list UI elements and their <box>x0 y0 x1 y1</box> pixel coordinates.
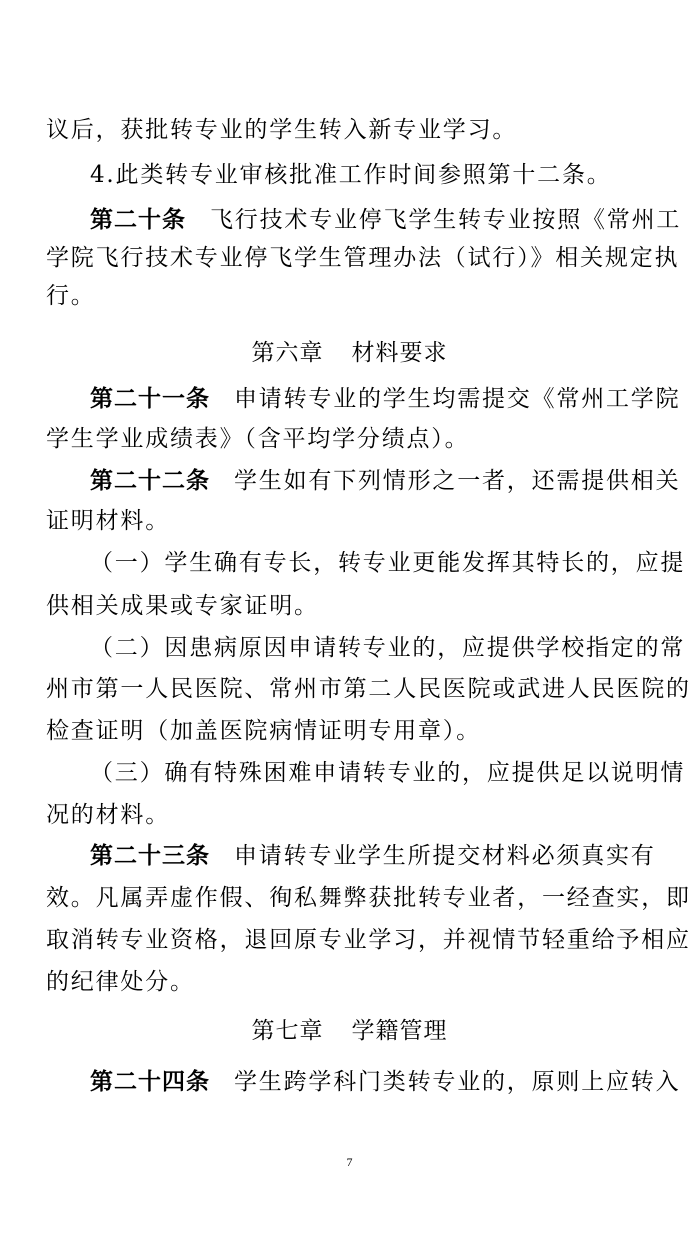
paragraph-line: 证明材料。 <box>46 508 170 534</box>
paragraph-line: 议后，获批转专业的学生转入新专业学习。 <box>46 117 518 143</box>
article-label: 第二十三条 <box>90 843 210 869</box>
article-22-line: 第二十二条 学生如有下列情形之一者，还需提供相关 <box>90 468 681 494</box>
paragraph-line: 学生学业成绩表》（含平均学分绩点）。 <box>46 426 470 452</box>
paragraph-line: 的纪律处分。 <box>46 969 195 995</box>
paragraph-line: 4.此类转专业审核批准工作时间参照第十二条。 <box>90 162 612 188</box>
article-20-line: 第二十条 飞行技术专业停飞学生转专业按照《常州工 <box>90 207 682 233</box>
article-24-line: 第二十四条 学生跨学科门类转专业的，原则上应转入 <box>90 1069 681 1095</box>
paragraph-line: 学院飞行技术专业停飞学生管理办法（试行）》相关规定执 <box>46 245 680 271</box>
article-label: 第二十二条 <box>90 468 210 494</box>
paragraph-line: 州市第一人民医院、常州市第二人民医院或武进人民医院的 <box>46 676 691 702</box>
paragraph-line: （一）学生确有专长，转专业更能发挥其特长的，应提 <box>90 550 686 576</box>
chapter-heading: 第六章 材料要求 <box>251 340 448 366</box>
paragraph-line: 况的材料。 <box>46 802 170 828</box>
article-label: 第二十四条 <box>90 1069 210 1095</box>
paragraph-line: 供相关成果或专家证明。 <box>46 593 319 619</box>
paragraph-line: 行。 <box>46 283 96 309</box>
paragraph-line: 检查证明（加盖医院病情证明专用章）。 <box>46 718 481 744</box>
chapter-heading: 第七章 学籍管理 <box>251 1018 448 1044</box>
article-23-line: 第二十三条 申请转专业学生所提交材料必须真实有 <box>90 843 656 869</box>
paragraph-line: 效。凡属弄虚作假、徇私舞弊获批转专业者，一经查实，即 <box>46 885 691 911</box>
article-label: 第二十一条 <box>90 386 210 412</box>
article-21-line: 第二十一条 申请转专业的学生均需提交《常州工学院 <box>90 386 681 412</box>
page-number: 7 <box>346 1155 353 1169</box>
paragraph-line: （三）确有特殊困难申请转专业的，应提供足以说明情 <box>90 760 686 786</box>
article-label: 第二十条 <box>90 207 186 233</box>
paragraph-line: 取消转专业资格，退回原专业学习，并视情节轻重给予相应 <box>46 927 691 953</box>
paragraph-line: （二）因患病原因申请转专业的，应提供学校指定的常 <box>90 635 686 661</box>
